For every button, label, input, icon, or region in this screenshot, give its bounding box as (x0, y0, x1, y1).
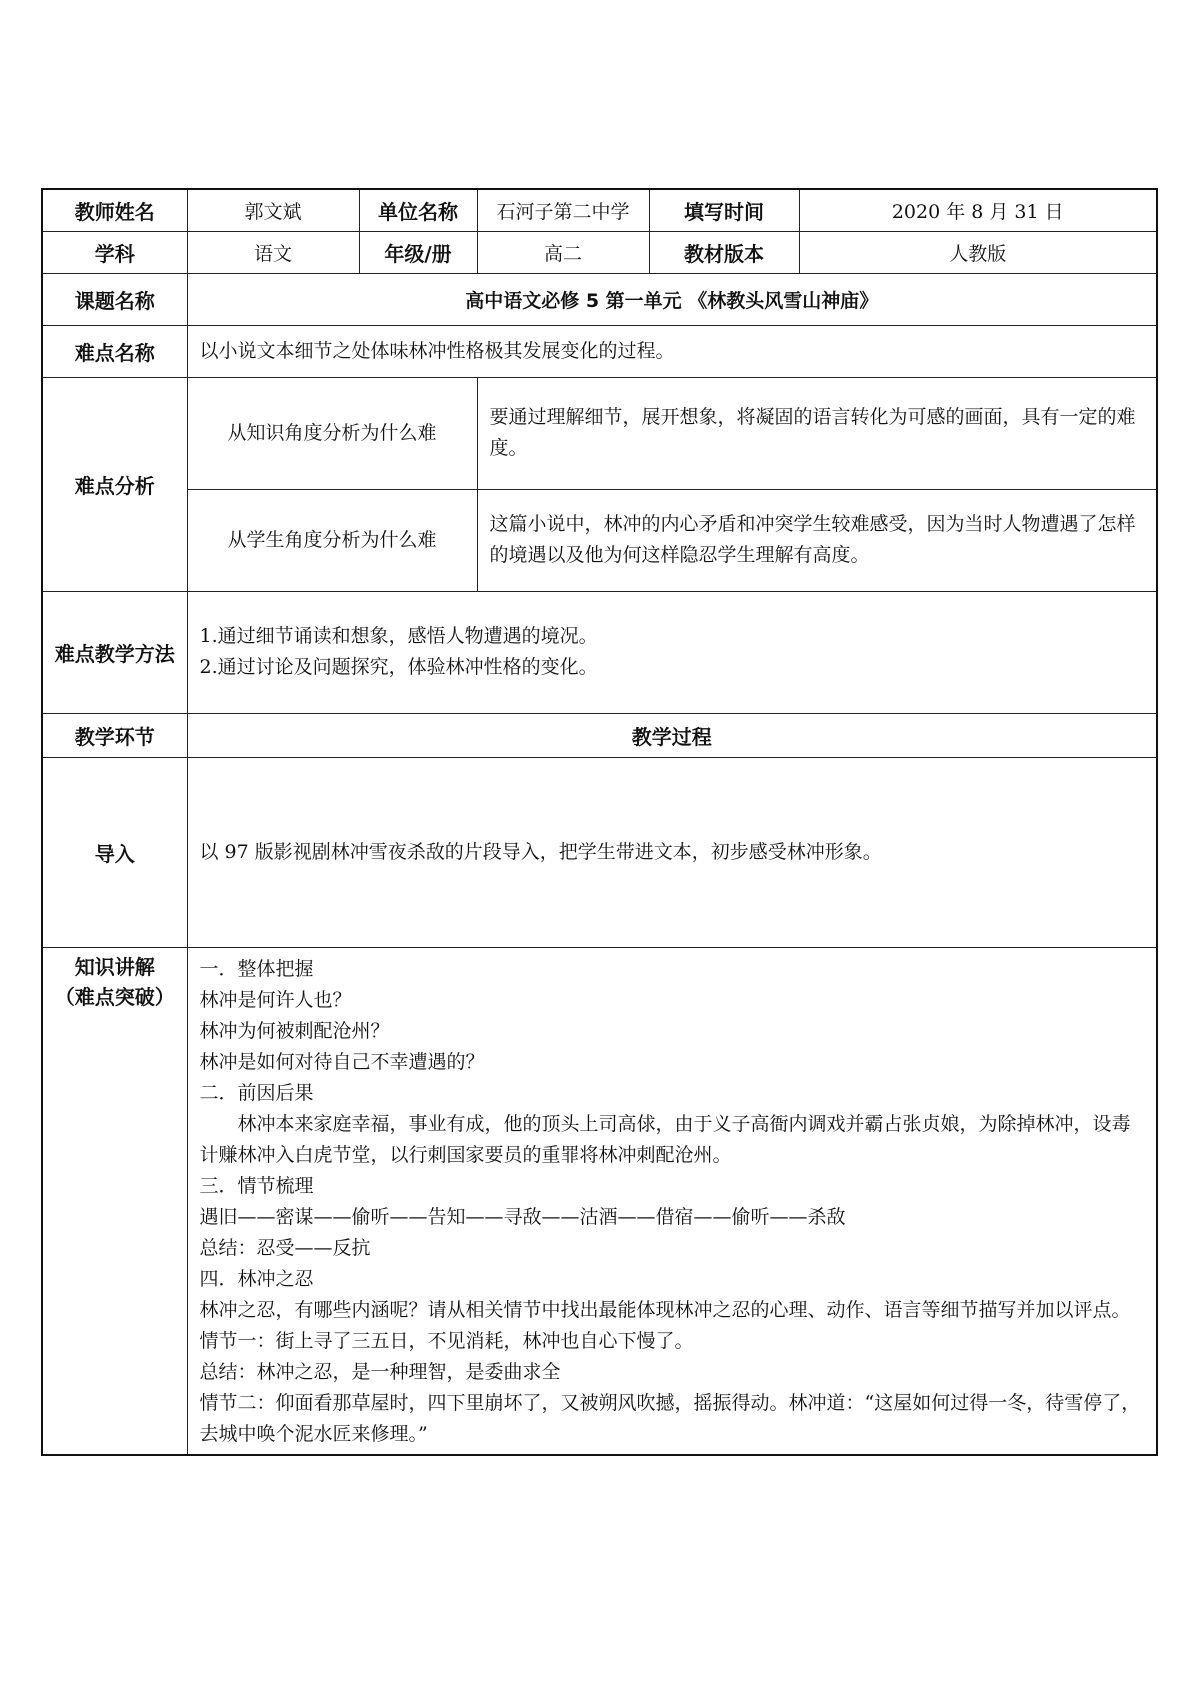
lesson-plan-table (41, 188, 1158, 1456)
header-row-1 (42, 189, 1157, 231)
knowledge-paragraph: 林冲本来家庭幸福，事业有成，他的顶头上司高俅，由于义子高衙内调戏并霸占张贞娘，为除掉林冲，设毒计赚林冲入白虎节堂，以行刺国家要员的重罪将林冲刺配沧州。 (199, 1112, 1131, 1166)
method-line-2: 2.通过讨论及问题探究，体验林冲性格的变化。 (199, 656, 598, 678)
method-line-1: 1.通过细节诵读和想象，感悟人物遭遇的境况。 (199, 625, 598, 647)
header-row-2 (42, 231, 1157, 273)
analysis-label: 难点分析 (42, 377, 187, 591)
subject-value: 语文 (187, 231, 359, 273)
knowledge-label-line-1: 知识讲解 (74, 954, 155, 979)
student-angle-text: 这篇小说中，林冲的内心矛盾和冲突学生较难感受，因为当时人物遭遇了怎样的境遇以及他为何这样隐忍学生理解有高度。 (477, 489, 1157, 591)
student-angle-label: 从学生角度分析为什么难 (187, 489, 477, 591)
knowledge-label (42, 947, 187, 1455)
lesson-plan-document (41, 188, 1156, 1456)
intro-row (42, 757, 1157, 947)
teacher-value: 郭文斌 (187, 189, 359, 231)
date-label: 填写时间 (649, 189, 799, 231)
method-text (187, 591, 1157, 713)
difficulty-value: 以小说文本细节之处体味林冲性格极其发展变化的过程。 (187, 325, 1157, 377)
knowledge-paragraph: 情节二：仰面看那草屋时，四下里崩坏了，又被朔风吹撼，摇振得动。林冲道：“这屋如何过得一冬，待雪停了，去城中唤个泥水匠来修理。” (199, 1391, 1141, 1445)
knowledge-line: 四．林冲之忍 (199, 1267, 314, 1290)
step-label: 教学环节 (42, 713, 187, 757)
knowledge-line: 林冲为何被刺配沧州？ (199, 1019, 390, 1042)
difficulty-row (42, 325, 1157, 377)
intro-text: 以 97 版影视剧林冲雪夜杀敌的片段导入，把学生带进文本，初步感受林冲形象。 (187, 757, 1157, 947)
knowledge-line: 一．整体把握 (199, 957, 314, 980)
teacher-label: 教师姓名 (42, 189, 187, 231)
knowledge-line: 林冲是如何对待自己不幸遭遇的？ (199, 1050, 485, 1073)
date-value: 2020 年 8 月 31 日 (799, 189, 1157, 231)
topic-value: 高中语文必修 5 第一单元 《林教头风雪山神庙》 (187, 273, 1157, 325)
knowledge-angle-label: 从知识角度分析为什么难 (187, 377, 477, 489)
knowledge-angle-text: 要通过理解细节，展开想象，将凝固的语言转化为可感的画面，具有一定的难度。 (477, 377, 1157, 489)
intro-label: 导入 (42, 757, 187, 947)
analysis-row-knowledge (42, 377, 1157, 489)
knowledge-line: 林冲是何许人也？ (199, 988, 352, 1011)
method-label: 难点教学方法 (42, 591, 187, 713)
unit-label: 单位名称 (359, 189, 477, 231)
knowledge-line: 二．前因后果 (199, 1081, 314, 1104)
knowledge-line: 三．情节梳理 (199, 1174, 314, 1197)
grade-value: 高二 (477, 231, 649, 273)
knowledge-line: 遇旧——密谋——偷听——告知——寻敌——沽酒——借宿——偷听——杀敌 (199, 1205, 846, 1228)
unit-value: 石河子第二中学 (477, 189, 649, 231)
knowledge-line: 总结：忍受——反抗 (199, 1236, 371, 1259)
knowledge-row (42, 947, 1157, 1455)
knowledge-label-line-2: （难点突破） (54, 984, 175, 1009)
knowledge-paragraph: 林冲之忍，有哪些内涵呢？请从相关情节中找出最能体现林冲之忍的心理、动作、语言等细节描写并加以评点。 (199, 1298, 1131, 1321)
grade-label: 年级/册 (359, 231, 477, 273)
topic-label: 课题名称 (42, 273, 187, 325)
knowledge-line: 情节一：街上寻了三五日，不见消耗，林冲也自心下慢了。 (199, 1329, 694, 1352)
difficulty-label: 难点名称 (42, 325, 187, 377)
knowledge-content (187, 947, 1157, 1455)
method-row (42, 591, 1157, 713)
subject-label: 学科 (42, 231, 187, 273)
process-header-row (42, 713, 1157, 757)
textbook-label: 教材版本 (649, 231, 799, 273)
knowledge-line: 总结：林冲之忍，是一种理智，是委曲求全 (199, 1360, 561, 1383)
analysis-row-student (42, 489, 1157, 591)
process-label: 教学过程 (187, 713, 1157, 757)
topic-row (42, 273, 1157, 325)
textbook-value: 人教版 (799, 231, 1157, 273)
